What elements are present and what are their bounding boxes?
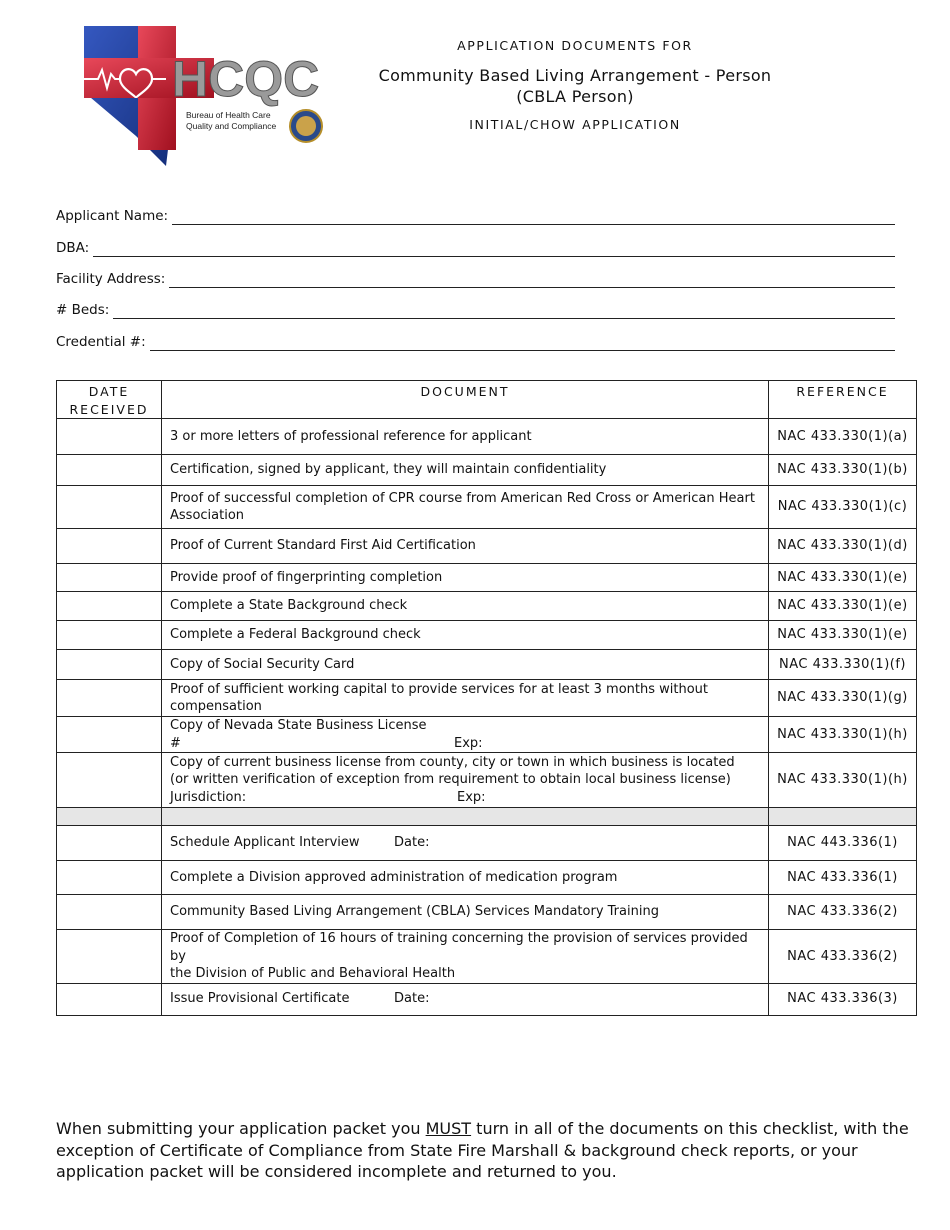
table-row [57, 486, 917, 529]
reference-cell: NAC 433.330(1)(b) [769, 455, 917, 486]
reference-cell: NAC 433.336(2) [769, 895, 917, 930]
document-cell: 3 or more letters of professional reference for applicant [162, 419, 769, 455]
reference-cell: NAC 433.330(1)(f) [769, 650, 917, 680]
dba-field [56, 235, 895, 257]
document-cell: Schedule Applicant Interview Date: [162, 826, 769, 861]
facility-address-field [56, 266, 895, 288]
reference-cell: NAC 433.336(3) [769, 983, 917, 1015]
document-cell: Complete a Division approved administration of medication program [162, 861, 769, 895]
credential-field [56, 329, 895, 351]
document-cell: Copy of Nevada State Business License # Exp: [162, 717, 769, 753]
applicant-name-label: Applicant Name: [56, 208, 169, 224]
date-received-cell[interactable] [57, 826, 162, 861]
local-license-exp-label: Exp: [457, 789, 486, 805]
reference-cell: NAC 433.336(1) [769, 861, 917, 895]
table-header-row [57, 381, 917, 419]
date-received-cell[interactable] [57, 895, 162, 930]
reference-header: REFERENCE [769, 381, 917, 419]
table-row [57, 455, 917, 486]
must-emphasis: MUST [425, 1119, 472, 1138]
table-row [57, 529, 917, 564]
header-title-line2: (CBLA Person) [516, 87, 634, 106]
reference-cell: NAC 433.330(1)(g) [769, 680, 917, 717]
table-row [57, 419, 917, 455]
table-row [57, 826, 917, 861]
table-row [57, 983, 917, 1015]
jurisdiction-label: Jurisdiction: [170, 789, 247, 805]
document-cell: Provide proof of fingerprinting completion [162, 564, 769, 592]
document-cell: Community Based Living Arrangement (CBLA) Services Mandatory Training [162, 895, 769, 930]
credential-input[interactable] [150, 335, 895, 351]
table-row [57, 680, 917, 717]
reference-cell: NAC 433.330(1)(c) [769, 486, 917, 529]
facility-address-label: Facility Address: [56, 271, 166, 287]
reference-cell: NAC 433.330(1)(e) [769, 592, 917, 621]
beds-label: # Beds: [56, 302, 110, 318]
license-exp-label: Exp: [454, 735, 483, 751]
documents-table [56, 380, 917, 1016]
date-received-cell[interactable] [57, 621, 162, 650]
certificate-date-label: Date: [394, 991, 430, 1007]
logo-subtitle-line1: Bureau of Health Care [186, 110, 271, 120]
dba-label: DBA: [56, 240, 90, 256]
table-row [57, 717, 917, 753]
date-received-cell[interactable] [57, 861, 162, 895]
table-row [57, 592, 917, 621]
table-row [57, 564, 917, 592]
document-cell: Copy of current business license from county, city or town in which business is located (or written verification of exception from requirement to obtain local business license) Jurisdiction: Exp: [162, 753, 769, 808]
reference-cell: NAC 433.330(1)(h) [769, 753, 917, 808]
reference-cell: NAC 433.330(1)(e) [769, 621, 917, 650]
document-cell: Issue Provisional Certificate Date: [162, 983, 769, 1015]
document-header: DOCUMENT [162, 381, 769, 419]
date-received-cell[interactable] [57, 529, 162, 564]
interview-date-label: Date: [394, 835, 430, 851]
document-cell: Certification, signed by applicant, they will maintain confidentiality [162, 455, 769, 486]
logo-acronym: HCQC [172, 51, 320, 107]
date-received-cell[interactable] [57, 650, 162, 680]
header-title-line1: Community Based Living Arrangement - Person [378, 66, 772, 85]
table-row [57, 621, 917, 650]
facility-address-input[interactable] [169, 272, 895, 288]
date-received-cell[interactable] [57, 983, 162, 1015]
reference-cell: NAC 443.336(1) [769, 826, 917, 861]
date-received-header: DATE RECEIVED [57, 381, 162, 419]
document-cell: Proof of Completion of 16 hours of training concerning the provision of services provided by the Division of Public and Behavioral Health [162, 930, 769, 984]
document-cell: Copy of Social Security Card [162, 650, 769, 680]
applicant-name-field [56, 203, 895, 225]
hcqc-logo [80, 24, 342, 166]
table-row [57, 650, 917, 680]
date-received-cell[interactable] [57, 717, 162, 753]
date-received-cell[interactable] [57, 419, 162, 455]
date-received-cell[interactable] [57, 753, 162, 808]
date-received-cell[interactable] [57, 930, 162, 984]
credential-label: Credential #: [56, 334, 146, 350]
submission-notice: When submitting your application packet you MUST turn in all of the documents on this checklist, with the exception of Certificate of Compliance from State Fire Marshall & background check reports, or your application packet will be considered incomplete and returned to you. [56, 1119, 909, 1181]
license-number-label: # [170, 735, 181, 751]
reference-cell: NAC 433.330(1)(a) [769, 419, 917, 455]
header-pre-title: APPLICATION DOCUMENTS FOR [457, 38, 693, 53]
hcqc-logo-graphic [80, 24, 342, 166]
reference-cell: NAC 433.330(1)(e) [769, 564, 917, 592]
beds-field [56, 297, 895, 319]
table-row [57, 895, 917, 930]
document-cell: Proof of Current Standard First Aid Certification [162, 529, 769, 564]
date-received-cell[interactable] [57, 564, 162, 592]
document-cell: Complete a State Background check [162, 592, 769, 621]
date-received-cell[interactable] [57, 455, 162, 486]
applicant-name-input[interactable] [172, 209, 895, 225]
table-row [57, 861, 917, 895]
reference-cell: NAC 433.336(2) [769, 930, 917, 984]
reference-cell: NAC 433.330(1)(d) [769, 529, 917, 564]
separator-row [57, 808, 917, 826]
date-received-cell[interactable] [57, 592, 162, 621]
reference-cell: NAC 433.330(1)(h) [769, 717, 917, 753]
logo-subtitle-line2: Quality and Compliance [186, 121, 277, 131]
dba-input[interactable] [93, 241, 895, 257]
date-received-cell[interactable] [57, 486, 162, 529]
table-row [57, 753, 917, 808]
header-subtitle: INITIAL/CHOW APPLICATION [469, 117, 681, 132]
table-row [57, 930, 917, 984]
document-cell: Proof of successful completion of CPR course from American Red Cross or American Heart Association [162, 486, 769, 529]
beds-input[interactable] [113, 303, 895, 319]
document-cell: Proof of sufficient working capital to provide services for at least 3 months without compensation [162, 680, 769, 717]
date-received-cell[interactable] [57, 680, 162, 717]
document-cell: Complete a Federal Background check [162, 621, 769, 650]
